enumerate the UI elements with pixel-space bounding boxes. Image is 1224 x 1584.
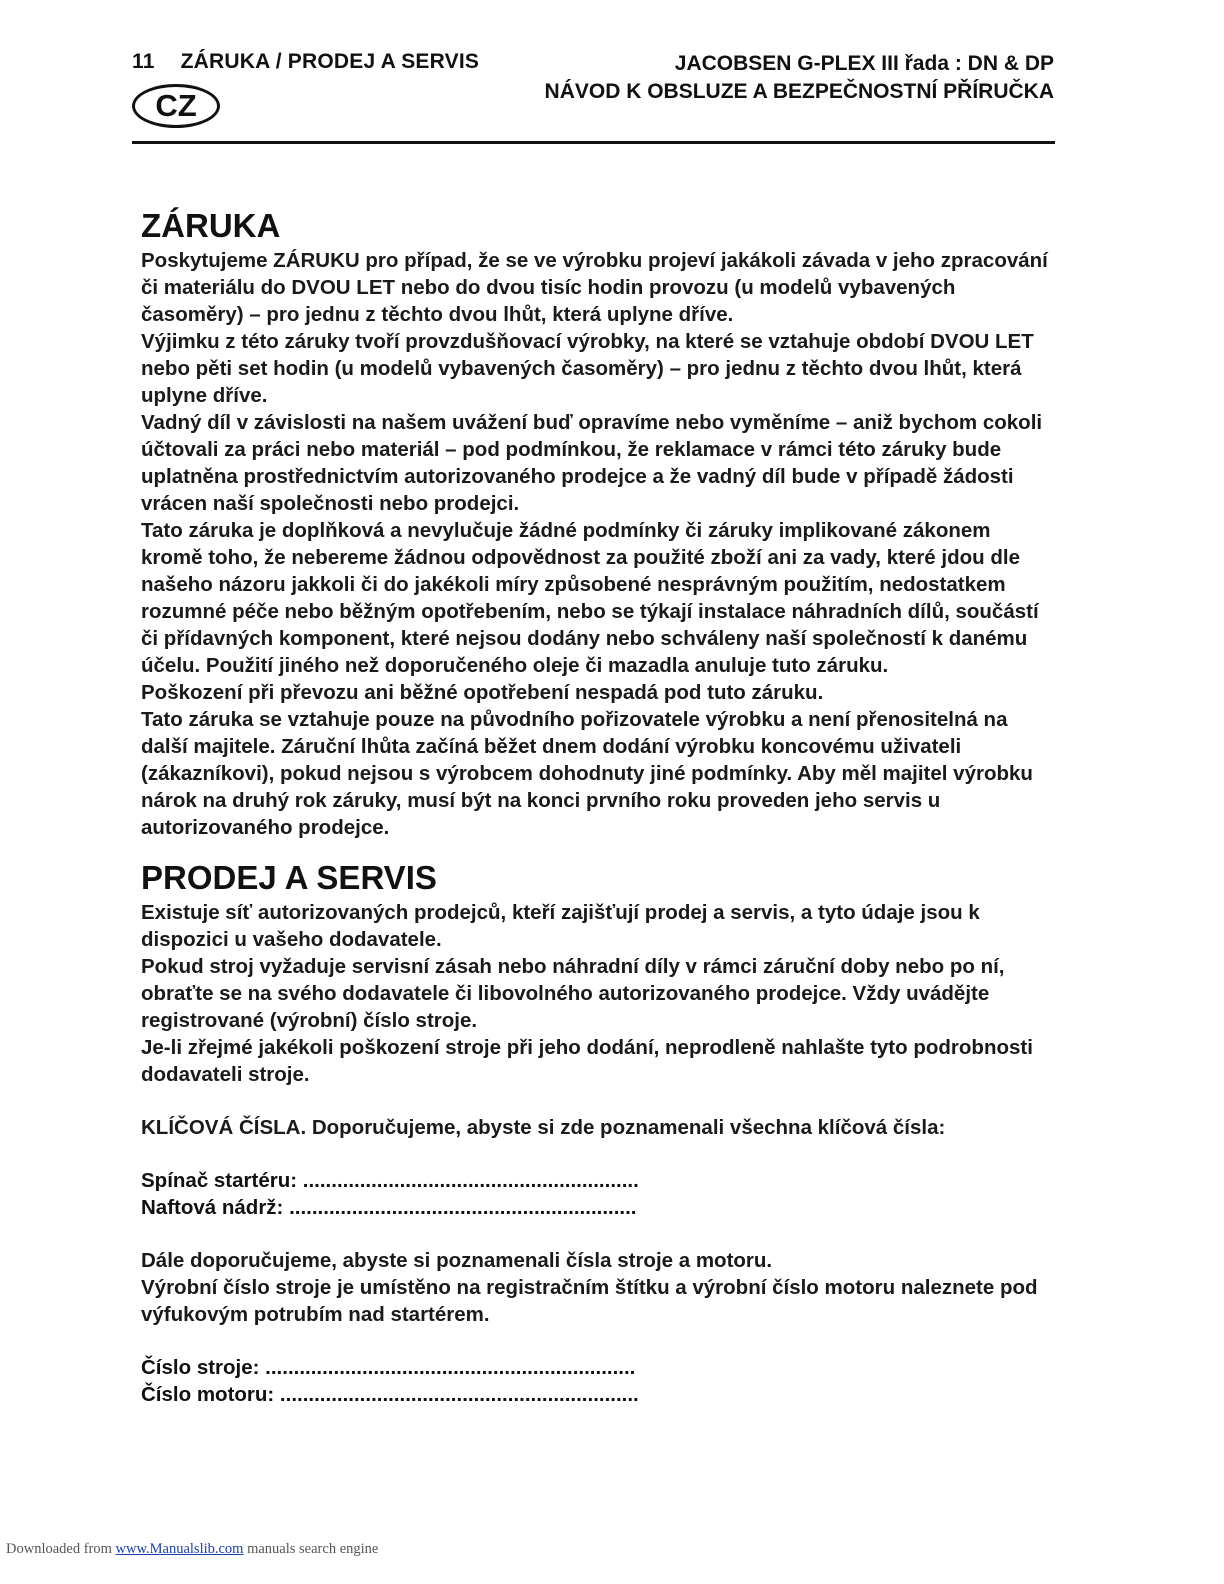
spacer bbox=[141, 1141, 1051, 1167]
warranty-paragraph: Tato záruka je doplňková a nevylučuje žádné podmínky či záruky implikované zákonem kromě toho, že nebereme žádnou odpovědnost za použité zboží ani za vady, které jdou dle našeho názoru jakkoli či do jakékoli míry způsobené nesprávným použitím, nedostatkem rozumné péče nebo běžným opotřebením, nebo se týkají instalace náhradních dílů, součástí či přídavných komponent, které nejsou dodány nebo schváleny naší společností k danému účelu. Použití jiného než doporučeného oleje či mazadla anuluje tuto záruku. bbox=[141, 519, 1039, 677]
sales-paragraph: Je-li zřejmé jakékoli poškození stroje při jeho dodání, neprodleně nahlašte tyto podrobnosti dodavateli stroje. bbox=[141, 1036, 1033, 1086]
warranty-paragraph: Poskytujeme ZÁRUKU pro případ, že se ve výrobku projeví jakákoli závada v jeho zpracování či materiálu do DVOU LET nebo do dvou tisíc hodin provozu (u modelů vybavených časoměry) – pro jednu z těchto dvou lhůt, která uplyne dříve. bbox=[141, 249, 1048, 326]
warranty-title: ZÁRUKA bbox=[141, 207, 281, 244]
machine-number-field: Číslo stroje: ................................................................. bbox=[141, 1356, 636, 1379]
spacer bbox=[141, 1328, 1051, 1354]
spacer bbox=[141, 1088, 1051, 1114]
header-left bbox=[132, 50, 479, 74]
engine-number-field: Číslo motoru: ............................................................... bbox=[141, 1383, 639, 1406]
manualslib-link[interactable]: www.Manualslib.com bbox=[115, 1541, 244, 1557]
footer-suffix: manuals search engine bbox=[247, 1541, 379, 1557]
starter-switch-field: Spínač startéru: ........................................................... bbox=[141, 1169, 639, 1192]
fuel-tank-field: Naftová nádrž: ............................................................. bbox=[141, 1196, 637, 1219]
warranty-paragraph: Poškození při převozu ani běžné opotřebení nespadá pod tuto záruku. bbox=[141, 681, 824, 704]
warranty-paragraph: Výjimku z této záruky tvoří provzdušňovací výrobky, na které se vztahuje období DVOU LET nebo pěti set hodin (u modelů vybavených časoměry) – pro jednu z těchto dvou lhůt, která uplyne dříve. bbox=[141, 330, 1034, 407]
download-footer bbox=[6, 1541, 378, 1558]
page-number: 11 bbox=[132, 50, 155, 73]
page-content bbox=[141, 205, 1051, 1408]
header-divider bbox=[132, 141, 1055, 144]
serial-paragraph: Dále doporučujeme, abyste si poznamenali čísla stroje a motoru. bbox=[141, 1249, 773, 1272]
sales-paragraph: Existuje síť autorizovaných prodejců, kteří zajišťují prodej a servis, a tyto údaje jsou k dispozici u vašeho dodavatele. bbox=[141, 901, 980, 951]
footer-prefix: Downloaded from bbox=[6, 1541, 112, 1557]
spacer bbox=[141, 1221, 1051, 1247]
sales-paragraph: Pokud stroj vyžaduje servisní zásah nebo náhradní díly v rámci záruční doby nebo po ní, obraťte se na svého dodavatele či libovolného autorizovaného prodejce. Vždy uvádějte registrované (výrobní) číslo stroje. bbox=[141, 955, 1005, 1032]
warranty-paragraph: Tato záruka se vztahuje pouze na původního pořizovatele výrobku a není přenositelná na další majitele. Záruční lhůta začíná běžet dnem dodání výrobku koncovému uživateli (zákazníkovi), pokud nejsou s výrobcem dohodnuty jiné podmínky. Aby měl majitel výrobku nárok na druhý rok záruky, musí být na konci prvního roku proveden jeho servis u autorizovaného prodejce. bbox=[141, 708, 1033, 839]
key-numbers-intro: KLÍČOVÁ ČÍSLA. Doporučujeme, abyste si zde poznamenali všechna klíčová čísla: bbox=[141, 1116, 946, 1139]
header-right bbox=[545, 50, 1054, 106]
sales-title: PRODEJ A SERVIS bbox=[141, 859, 437, 896]
serial-paragraph: Výrobní číslo stroje je umístěno na registračním štítku a výrobní číslo motoru naleznete pod výfukovým potrubím nad startérem. bbox=[141, 1276, 1038, 1326]
warranty-paragraph: Vadný díl v závislosti na našem uvážení buď opravíme nebo vyměníme – aniž bychom cokoli účtovali za práci nebo materiál – pod podmínkou, že reklamace v rámci této záruky bude uplatněna prostřednictvím autorizovaného prodejce a že vadný díl bude v případě žádosti vrácen naší společnosti nebo prodejci. bbox=[141, 411, 1043, 515]
manual-title: NÁVOD K OBSLUZE A BEZPEČNOSTNÍ PŘÍRUČKA bbox=[544, 80, 1054, 103]
language-badge: CZ bbox=[132, 84, 220, 128]
section-title: ZÁRUKA / PRODEJ A SERVIS bbox=[180, 50, 480, 73]
product-name: JACOBSEN G-PLEX III řada : DN & DP bbox=[674, 52, 1054, 75]
